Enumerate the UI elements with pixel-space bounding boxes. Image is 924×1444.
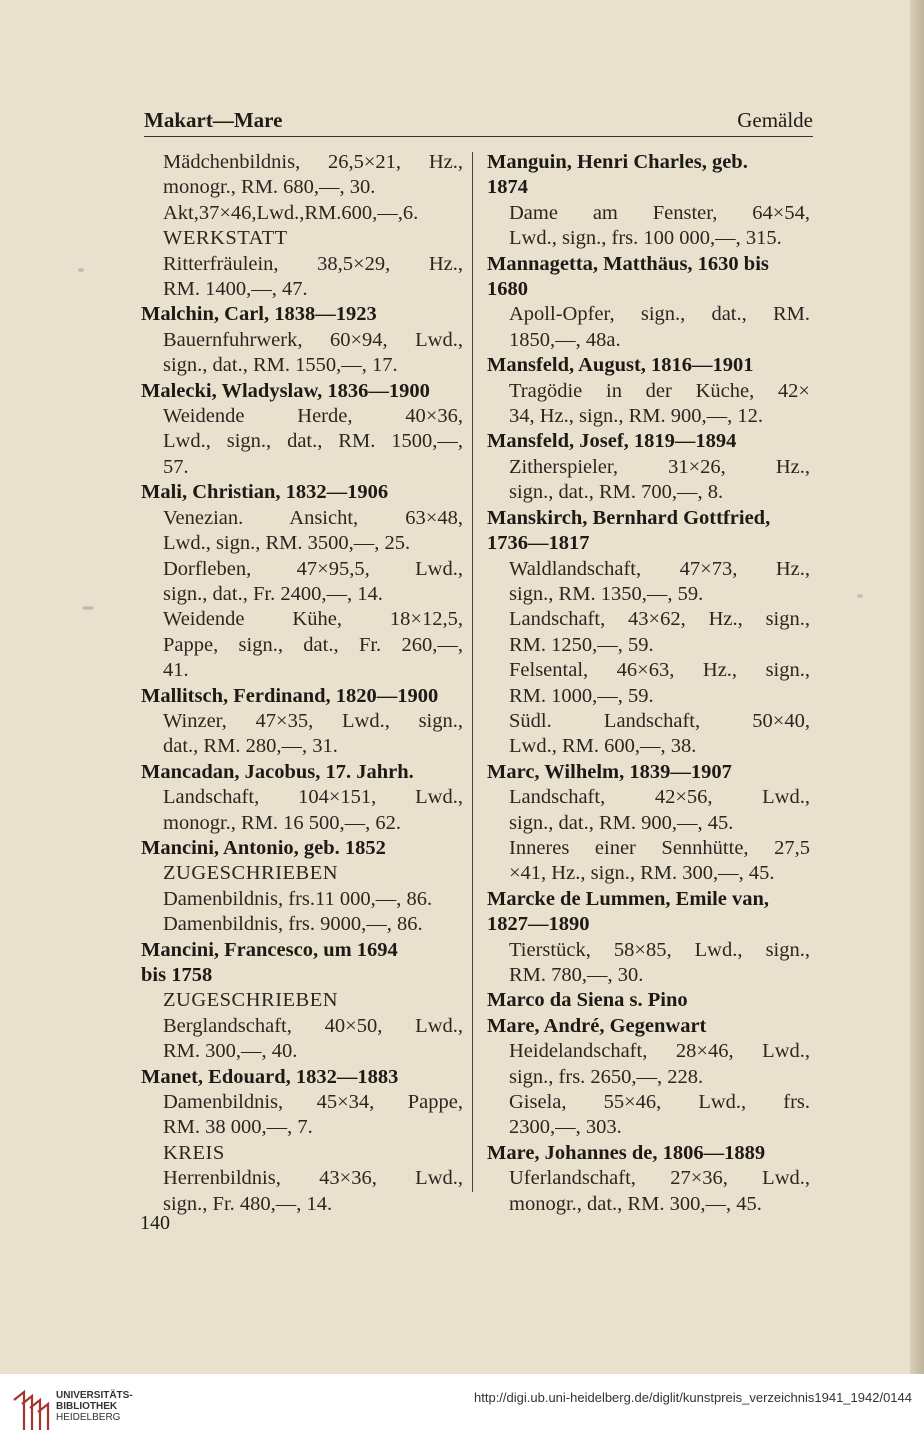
running-head-left: Makart—Mare — [144, 108, 283, 132]
entry-line: monogr., RM. 680,—, 30. — [163, 176, 376, 199]
entry-line: Weidende Kühe, 18×12,5, — [163, 608, 463, 631]
entry-line: RM. 38 000,—, 7. — [163, 1116, 313, 1139]
artwork-entry — [141, 607, 463, 683]
entry-line: Mancadan, Jacobus, 17. Jahrh. — [141, 760, 414, 783]
entry-line: RM. 780,—, 30. — [509, 964, 644, 986]
entry-line: Mare, Johannes de, 1806—1889 — [487, 1141, 766, 1164]
entry-line: Bauernfuhrwerk, 60×94, Lwd., — [163, 328, 463, 351]
entry-line: RM. 1250,—, 59. — [509, 633, 654, 656]
entry-line: Berglandschaft, 40×50, Lwd., — [163, 1014, 463, 1037]
entry-line: Gisela, 55×46, Lwd., frs. — [509, 1091, 810, 1114]
artist-heading — [487, 1141, 810, 1166]
paper-speck — [78, 268, 84, 272]
entry-line: monogr., dat., RM. 300,—, 45. — [509, 1192, 762, 1215]
attribution-label — [141, 988, 463, 1013]
artwork-entry — [487, 785, 810, 836]
entry-line: Landschaft, 43×62, Hz., sign., — [509, 608, 810, 631]
entry-line: Felsental, 46×63, Hz., sign., — [509, 659, 810, 682]
artwork-entry — [141, 404, 463, 480]
artist-heading — [141, 938, 463, 989]
entry-line: Herrenbildnis, 43×36, Lwd., — [163, 1167, 463, 1190]
entry-line: Ritterfräulein, 38,5×29, Hz., — [163, 252, 463, 275]
entry-line: 1680 — [487, 278, 528, 301]
entry-line: Weidende Herde, 40×36, — [163, 405, 463, 428]
artist-heading — [141, 836, 463, 861]
entry-line: WERKSTATT — [163, 227, 288, 250]
entry-line: RM. 1400,—, 47. — [163, 278, 308, 301]
entry-line: Tragödie in der Küche, 42× — [509, 379, 810, 402]
artist-heading — [487, 760, 810, 785]
artwork-entry — [487, 938, 810, 989]
artist-heading — [487, 1014, 810, 1039]
entry-line: Damenbildnis, frs. 9000,—, 86. — [163, 913, 423, 936]
entry-line: Marcke de Lummen, Emile van, — [487, 887, 770, 910]
artwork-entry — [141, 150, 463, 201]
artist-heading — [487, 429, 810, 454]
entry-line: Mallitsch, Ferdinand, 1820—1900 — [141, 684, 439, 707]
artwork-entry — [487, 658, 810, 709]
artwork-entry — [487, 455, 810, 506]
left-column — [141, 150, 463, 1215]
artwork-entry — [141, 252, 463, 303]
entry-line: Heidelandschaft, 28×46, Lwd., — [509, 1040, 810, 1063]
entry-line: Mannagetta, Matthäus, 1630 bis — [487, 252, 769, 275]
running-head-right: Gemälde — [737, 108, 813, 132]
entry-line: ×41, Hz., sign., RM. 300,—, 45. — [509, 862, 775, 885]
artwork-entry — [141, 887, 463, 912]
attribution-label — [141, 861, 463, 886]
page-number: 140 — [140, 1212, 170, 1234]
artist-heading — [141, 379, 463, 404]
entry-line: KREIS — [163, 1141, 225, 1164]
entry-line: Dorfleben, 47×95,5, Lwd., — [163, 557, 463, 580]
entry-line: Malecki, Wladyslaw, 1836—1900 — [141, 379, 430, 402]
entry-line: Mansfeld, Josef, 1819—1894 — [487, 430, 737, 453]
artist-heading — [487, 150, 810, 201]
artist-heading — [487, 887, 810, 938]
artwork-entry — [141, 709, 463, 760]
entry-line: Landschaft, 42×56, Lwd., — [509, 786, 810, 809]
artwork-entry — [141, 328, 463, 379]
entry-line: Zitherspieler, 31×26, Hz., — [509, 455, 810, 478]
entry-line: Südl. Landschaft, 50×40, — [509, 709, 810, 732]
artwork-entry — [141, 201, 463, 226]
artwork-entry — [487, 201, 810, 252]
entry-line: Mansfeld, August, 1816—1901 — [487, 354, 754, 377]
paper-speck — [82, 606, 94, 610]
entry-line: Mädchenbildnis, 26,5×21, Hz., — [163, 151, 463, 173]
entry-line: Landschaft, 104×151, Lwd., — [163, 786, 463, 809]
column-divider — [472, 152, 473, 1192]
entry-line: sign., dat., RM. 900,—, 45. — [509, 811, 734, 834]
entry-line: sign., Fr. 480,—, 14. — [163, 1192, 333, 1215]
entry-line: Dame am Fenster, 64×54, — [509, 201, 810, 224]
artist-heading — [487, 353, 810, 378]
artwork-entry — [487, 1039, 810, 1090]
entry-line: bis 1758 — [141, 964, 213, 986]
artist-heading — [487, 506, 810, 557]
logo-line-1: UNIVERSITÄTS- — [56, 1390, 133, 1401]
entry-line: 2300,—, 303. — [509, 1116, 622, 1139]
right-column — [487, 150, 810, 1215]
entry-line: Venezian. Ansicht, 63×48, — [163, 506, 463, 529]
entry-line: 1874 — [487, 176, 528, 199]
artwork-entry — [487, 709, 810, 760]
artwork-entry — [487, 607, 810, 658]
entry-line: Manet, Edouard, 1832—1883 — [141, 1065, 399, 1088]
entry-line: Waldlandschaft, 47×73, Hz., — [509, 557, 810, 580]
entry-line: RM. 1000,—, 59. — [509, 684, 654, 707]
entry-line: Manguin, Henri Charles, geb. — [487, 151, 748, 173]
artist-heading — [141, 760, 463, 785]
artist-heading — [487, 252, 810, 303]
logo-line-2: BIBLIOTHEK — [56, 1401, 118, 1412]
entry-line: 1850,—, 48a. — [509, 328, 621, 351]
entry-line: Lwd., sign., RM. 3500,—, 25. — [163, 532, 411, 555]
artist-heading — [141, 302, 463, 327]
entry-line: Uferlandschaft, 27×36, Lwd., — [509, 1167, 810, 1190]
entry-line: Pappe, sign., dat., Fr. 260,—, — [163, 633, 463, 656]
entry-line: Manskirch, Bernhard Gottfried, — [487, 506, 771, 529]
entry-line: ZUGESCHRIEBEN — [163, 862, 339, 885]
artist-heading — [141, 1065, 463, 1090]
artist-heading — [487, 988, 810, 1013]
entry-line: 57. — [163, 455, 189, 478]
entry-line: Inneres einer Sennhütte, 27,5 — [509, 836, 810, 859]
entry-line: Damenbildnis, 45×34, Pappe, — [163, 1091, 463, 1114]
entry-line: monogr., RM. 16 500,—, 62. — [163, 811, 402, 834]
entry-line: Mali, Christian, 1832—1906 — [141, 481, 389, 504]
entry-line: Malchin, Carl, 1838—1923 — [141, 303, 377, 326]
logo-line-3: HEIDELBERG — [56, 1412, 121, 1423]
entry-line: Lwd., RM. 600,—, 38. — [509, 735, 697, 758]
entry-line: 1827—1890 — [487, 913, 590, 936]
artwork-entry — [141, 506, 463, 557]
entry-line: 1736—1817 — [487, 532, 590, 555]
entry-line: Akt,37×46,Lwd.,RM.600,—,6. — [163, 201, 419, 224]
running-head — [144, 106, 813, 137]
entry-line: ZUGESCHRIEBEN — [163, 989, 339, 1012]
library-logo-icon — [10, 1386, 52, 1434]
artwork-entry — [141, 785, 463, 836]
library-logo-text — [56, 1390, 133, 1423]
entry-line: RM. 300,—, 40. — [163, 1040, 298, 1063]
entry-line: sign., dat., RM. 700,—, 8. — [509, 481, 724, 504]
source-url-link[interactable]: http://digi.ub.uni-heidelberg.de/diglit/kunstpreis_verzeichnis1941_1942/0144 — [474, 1390, 912, 1405]
artwork-entry — [487, 1166, 810, 1217]
artwork-entry — [141, 1090, 463, 1141]
entry-line: Tierstück, 58×85, Lwd., sign., — [509, 938, 810, 961]
entry-line: Lwd., sign., frs. 100 000,—, 315. — [509, 227, 782, 250]
entry-line: dat., RM. 280,—, 31. — [163, 735, 338, 758]
entry-line: Winzer, 47×35, Lwd., sign., — [163, 709, 463, 732]
artwork-entry — [487, 557, 810, 608]
entry-line: sign., frs. 2650,—, 228. — [509, 1065, 704, 1088]
entry-line: Mancini, Francesco, um 1694 — [141, 938, 398, 961]
entry-line: Apoll-Opfer, sign., dat., RM. — [509, 303, 810, 326]
artist-heading — [141, 480, 463, 505]
attribution-label — [141, 1141, 463, 1166]
page-edge-shadow — [910, 0, 924, 1374]
artwork-entry — [141, 1166, 463, 1217]
artwork-entry — [141, 1014, 463, 1065]
artwork-entry — [141, 557, 463, 608]
entry-line: sign., dat., Fr. 2400,—, 14. — [163, 582, 383, 605]
footer-bar — [0, 1374, 924, 1444]
entry-line: Mancini, Antonio, geb. 1852 — [141, 836, 386, 859]
artwork-entry — [487, 836, 810, 887]
artwork-entry — [487, 302, 810, 353]
entry-line: sign., RM. 1350,—, 59. — [509, 582, 704, 605]
artwork-entry — [487, 1090, 810, 1141]
artwork-entry — [141, 912, 463, 937]
entry-line: Mare, André, Gegenwart — [487, 1014, 707, 1037]
entry-line: Marc, Wilhelm, 1839—1907 — [487, 760, 732, 783]
entry-line: sign., dat., RM. 1550,—, 17. — [163, 354, 398, 377]
artist-heading — [141, 684, 463, 709]
entry-line: 34, Hz., sign., RM. 900,—, 12. — [509, 405, 763, 428]
paper-speck — [857, 594, 863, 598]
attribution-label — [141, 226, 463, 251]
entry-line: Marco da Siena s. Pino — [487, 989, 688, 1012]
entry-line: Damenbildnis, frs.11 000,—, 86. — [163, 887, 433, 910]
entry-line: 41. — [163, 659, 189, 682]
entry-line: Lwd., sign., dat., RM. 1500,—, — [163, 430, 463, 453]
artwork-entry — [487, 379, 810, 430]
